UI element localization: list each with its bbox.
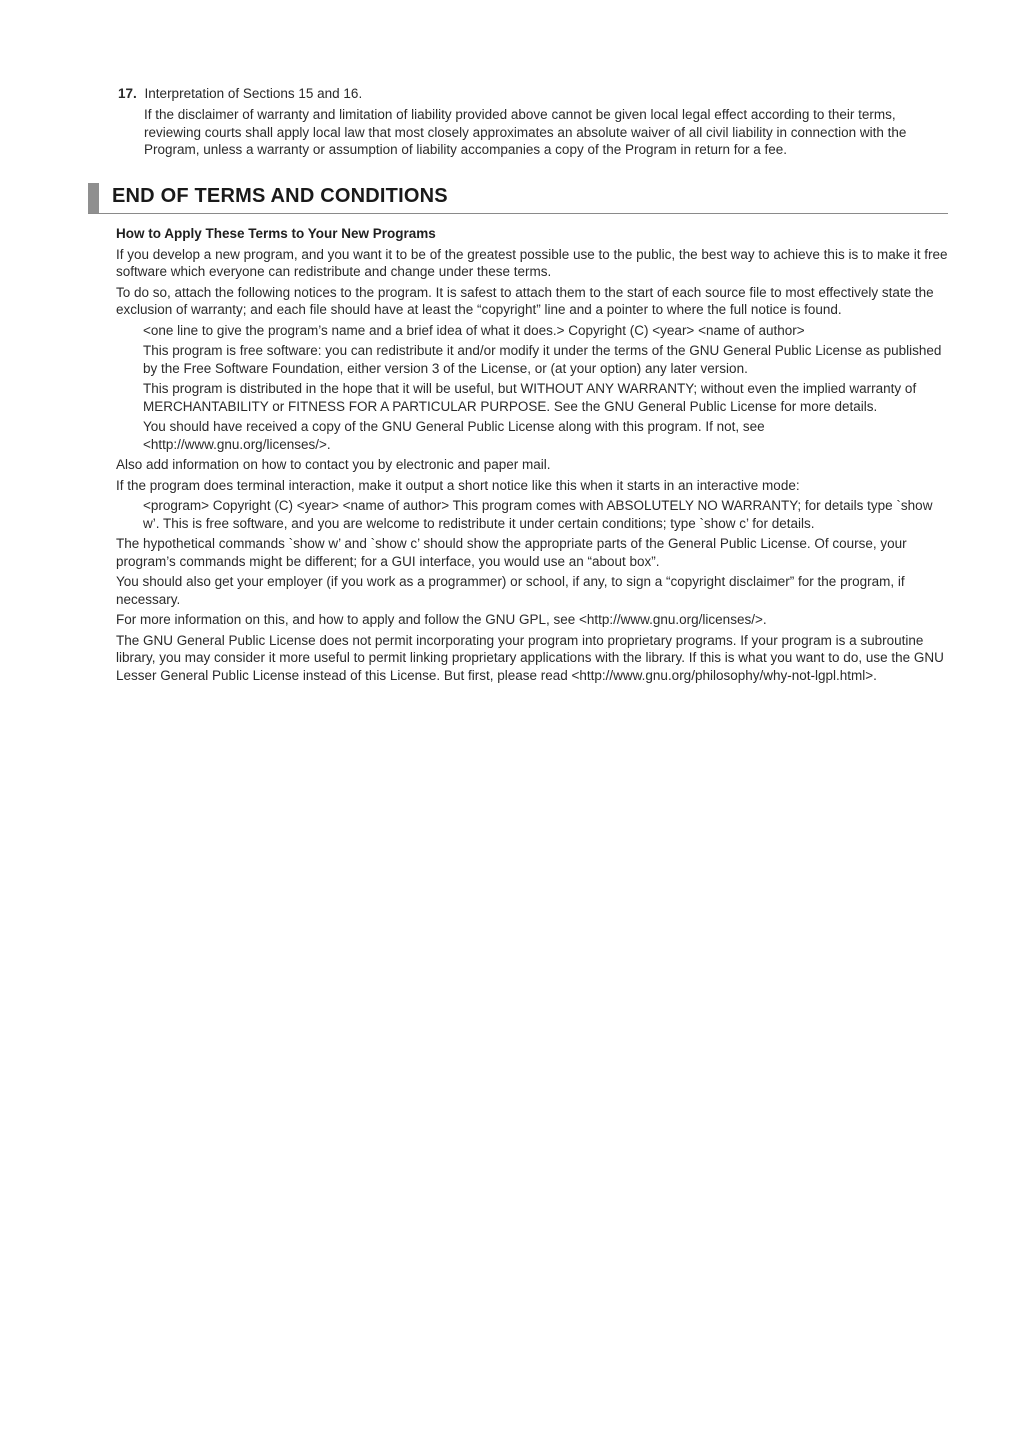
paragraph: The hypothetical commands `show w’ and `show c’ should show the appropriate parts of the General Public License. Of course, your program’s commands might be different; for a GUI interface, you would use an “about box”.	[116, 536, 907, 569]
paragraph: If you develop a new program, and you want it to be of the greatest possible use to the public, the best way to achieve this is to make it free software which everyone can redistribute and change under these terms.	[116, 246, 948, 279]
notice-line: <one line to give the program’s name and a brief idea of what it does.> Copyright (C) <year> <name of author>	[143, 322, 805, 338]
end-of-terms-heading	[88, 183, 948, 214]
heading-accent-bar	[88, 183, 99, 213]
paragraph: For more information on this, and how to apply and follow the GNU GPL, see <http://www.gnu.org/licenses/>.	[116, 612, 767, 627]
paragraph: Also add information on how to contact you by electronic and paper mail.	[116, 457, 551, 472]
heading-text: END OF TERMS AND CONDITIONS	[112, 185, 448, 207]
paragraph: To do so, attach the following notices to the program. It is safest to attach them to the start of each source file to most effectively state the exclusion of warranty; and each file should have at least the “copyright” line and a pointer to where the full notice is found.	[116, 284, 934, 317]
notice-paragraph: This program is free software: you can redistribute it and/or modify it under the terms of the GNU General Public License as published by the Free Software Foundation, either version 3 of the License, or (at your option) any later version.	[143, 343, 942, 376]
how-to-apply-title: How to Apply These Terms to Your New Programs	[116, 226, 436, 241]
section-number: 17.	[118, 86, 137, 101]
notice-paragraph: You should have received a copy of the GNU General Public License along with this program. If not, see <http://www.gnu.org/licenses/>.	[143, 419, 765, 452]
paragraph: The GNU General Public License does not permit incorporating your program into proprietary programs. If your program is a subroutine library, you may consider it more useful to permit linking proprietary applications with the library. If this is what you want to do, use the GNU Lesser General Public License instead of this License. But first, please read <http://www.gnu.org/philosophy/why-not-lgpl.html>.	[116, 632, 944, 683]
notice-paragraph: This program is distributed in the hope that it will be useful, but WITHOUT ANY WARRANTY; without even the implied warranty of MERCHANTABILITY or FITNESS FOR A PARTICULAR PURPOSE. See the GNU General Public License for more details.	[143, 381, 917, 414]
section-17-heading	[118, 85, 948, 102]
interactive-notice: <program> Copyright (C) <year> <name of author> This program comes with ABSOLUTELY NO WARRANTY; for details type `show w’. This is free software, and you are welcome to redistribute it under certain conditions; type `show c’ for details.	[143, 498, 933, 531]
section-17	[118, 85, 948, 159]
paragraph: You should also get your employer (if you work as a programmer) or school, if any, to sign a “copyright disclaimer” for the program, if necessary.	[116, 574, 905, 607]
section-title: Interpretation of Sections 15 and 16.	[144, 86, 363, 101]
how-to-apply-section	[116, 225, 950, 687]
paragraph: If the program does terminal interaction, make it output a short notice like this when it starts in an interactive mode:	[116, 477, 800, 493]
section-17-body: If the disclaimer of warranty and limitation of liability provided above cannot be given local legal effect according to their terms, reviewing courts shall apply local law that most closely approximates an absolute waiver of all civil liability in connection with the Program, unless a warranty or assumption of liability accompanies a copy of the Program in return for a fee.	[144, 107, 907, 157]
